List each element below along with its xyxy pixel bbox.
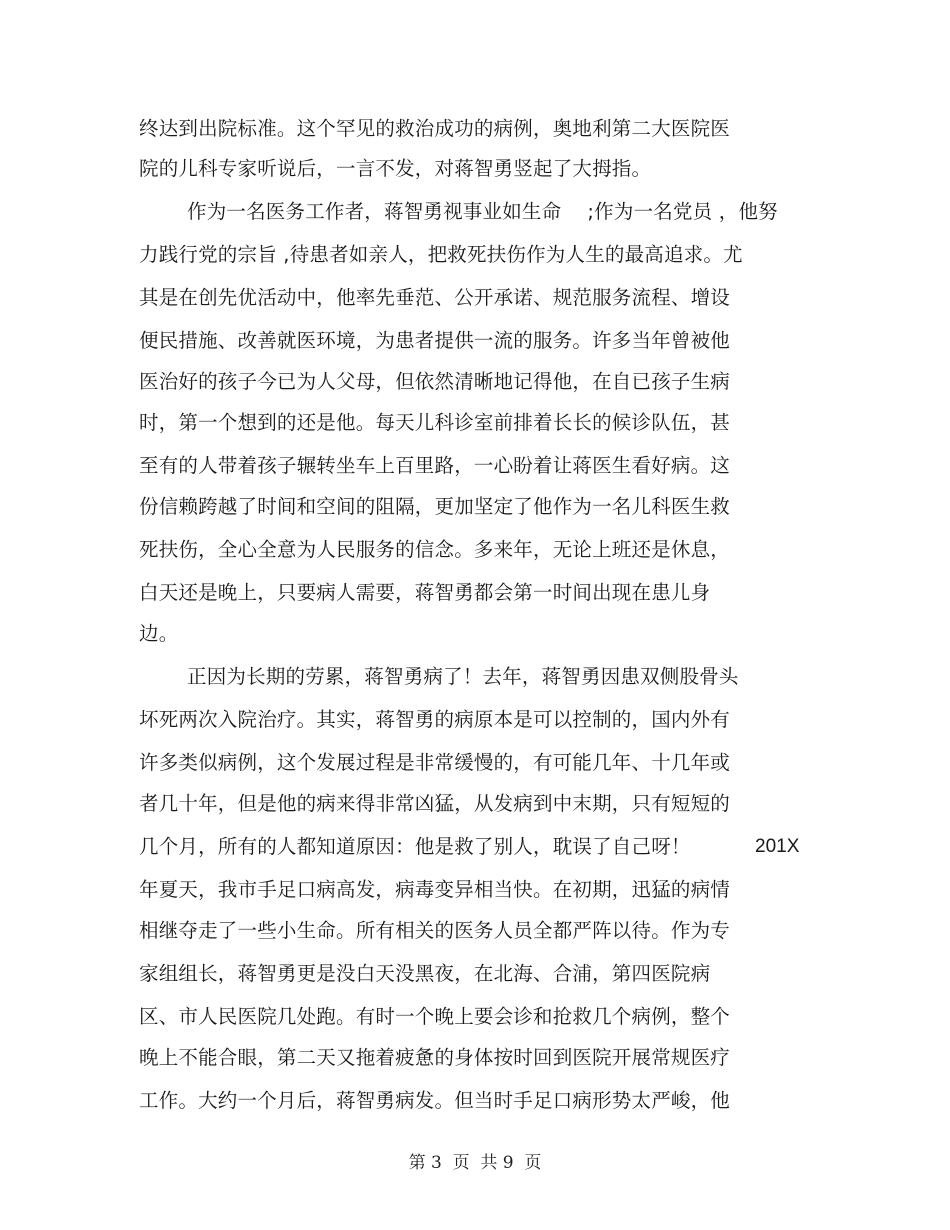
text-line: 几个月，所有的人都知道原因：他是救了别人，耽误了自己呀！ — [139, 835, 691, 858]
text-line: 医治好的孩子今已为人父母，但依然清晰地记得他，在自已孩子生病 — [139, 370, 731, 393]
text-line: 终达到出院标准。这个罕见的救治成功的病例，奥地利第二大医院医 — [139, 117, 731, 140]
text-line: 作为一名医务工作者，蒋智勇视事业如生命 ;作为一名党员 ，他努 — [187, 200, 778, 223]
year-fragment: 201X — [755, 836, 800, 857]
text-line: 便民措施、改善就医环境，为患者提供一流的服务。许多当年曾被他 — [139, 329, 731, 352]
text-line: 许多类似病例，这个发展过程是非常缓慢的，有可能几年、十几年或 — [139, 751, 731, 774]
text-line: 年夏天，我市手足口病高发，病毒变异相当快。在初期，迅猛的病情 — [139, 878, 731, 901]
page-footer: 第 3 页 共 9 页 — [408, 1153, 542, 1173]
text-line: 至有的人带着孩子辗转坐车上百里路，一心盼着让蒋医生看好病。这 — [139, 454, 731, 477]
text-line: 区、市人民医院几处跑。有时一个晚上要会诊和抢救几个病例，整个 — [139, 1005, 731, 1028]
text-line: 者几十年，但是他的病来得非常凶猛，从发病到中末期，只有短短的 — [139, 792, 731, 815]
text-line: 家组组长，蒋智勇更是没白天没黑夜，在北海、合浦，第四医院病 — [139, 962, 711, 985]
text-line: 边。 — [139, 622, 179, 645]
text-line: 相继夺走了一些小生命。所有相关的医务人员全都严阵以待。作为专 — [139, 919, 731, 942]
text-line: 力践行党的宗旨 ,待患者如亲人，把救死扶伤作为人生的最高追求。尤 — [139, 243, 743, 266]
text-line: 时，第一个想到的还是他。每天儿科诊室前排着长长的候诊队伍，甚 — [139, 411, 731, 434]
text-line: 工作。大约一个月后，蒋智勇病发。但当时手足口病形势太严峻，他 — [139, 1089, 731, 1112]
text-line: 份信赖跨越了时间和空间的阻隔，更加坚定了他作为一名儿科医生救 — [139, 495, 731, 518]
text-line: 坏死两次入院治疗。其实，蒋智勇的病原本是可以控制的，国内外有 — [139, 708, 731, 731]
text-line: 晚上不能合眼，第二天又拖着疲惫的身体按时回到医院开展常规医疗 — [139, 1046, 731, 1069]
text-line: 正因为长期的劳累，蒋智勇病了！去年，蒋智勇因患双侧股骨头 — [187, 665, 739, 688]
text-line: 死扶伤，全心全意为人民服务的信念。多来年，无论上班还是休息， — [139, 538, 731, 561]
text-line: 白天还是晚上，只要病人需要，蒋智勇都会第一时间出现在患儿身 — [139, 581, 711, 604]
text-line: 其是在创先优活动中，他率先垂范、公开承诺、规范服务流程、增设 — [139, 286, 731, 309]
text-line: 院的儿科专家听说后，一言不发，对蒋智勇竖起了大拇指。 — [139, 157, 652, 180]
